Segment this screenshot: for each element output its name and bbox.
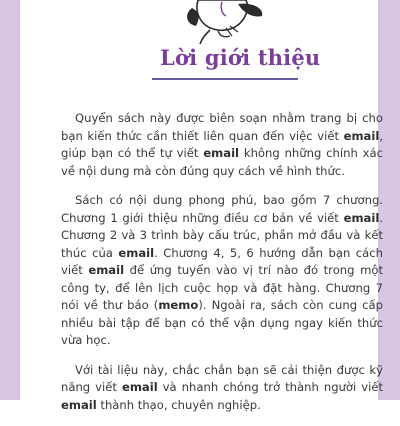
text-run: và nhanh chóng trở thành người viết [157, 380, 383, 394]
bold-term: memo [158, 298, 199, 312]
bold-term: email [343, 128, 380, 143]
text-run: . Chương 2 và 3 trình bày cấu trúc, phần mở đầu và kết thúc của [61, 210, 383, 260]
bold-term: email [118, 245, 155, 260]
bold-term: email [343, 210, 380, 225]
book-page [18, 0, 383, 412]
text-run: Sách có nội dung phong phú, bao gồm 7 chương. Chương 1 giới thiệu những điều cơ bản về viết [61, 193, 383, 225]
paragraph [61, 362, 383, 415]
bold-term: email [61, 397, 97, 412]
text-run: không những chính xác về nội dung mà còn đúng quy cách về hình thức. [61, 146, 383, 178]
page-title: Lời giới thiệu [160, 45, 321, 70]
cartoon-mascot-illustration [180, 0, 270, 44]
bold-term: email [121, 380, 158, 394]
title-block [148, 42, 321, 88]
text-run: Quyển sách này được biên soạn nhằm trang bị cho bạn kiến thức cần thiết liên quan đến việc viết [61, 111, 383, 143]
paragraph [61, 110, 383, 180]
text-run: . Chương 4, 5, 6 hướng dẫn bạn cách viết [61, 245, 383, 277]
text-run: ). Ngoài ra, sách còn cung cấp nhiều bài tập để bạn có thể vận dụng ngay kiến thức vừa học. [61, 298, 383, 347]
text-run: , giúp bạn có thể tự viết [61, 128, 383, 160]
bold-term: email [88, 263, 125, 277]
paragraph [61, 192, 383, 350]
title-underline [152, 78, 298, 80]
text-run: để ứng tuyển vào vị trí nào đó trong một công ty, để lên lịch cuộc họp và đặt hàng. Chương 7 nói về thư báo ( [61, 263, 383, 312]
introduction-text [61, 110, 383, 426]
bold-term: email [203, 146, 240, 160]
text-run: Với tài liệu này, chắc chắn bạn sẽ cải thiện được kỹ năng viết [61, 362, 383, 394]
text-run: thành thạo, chuyên nghiệp. [96, 397, 261, 412]
